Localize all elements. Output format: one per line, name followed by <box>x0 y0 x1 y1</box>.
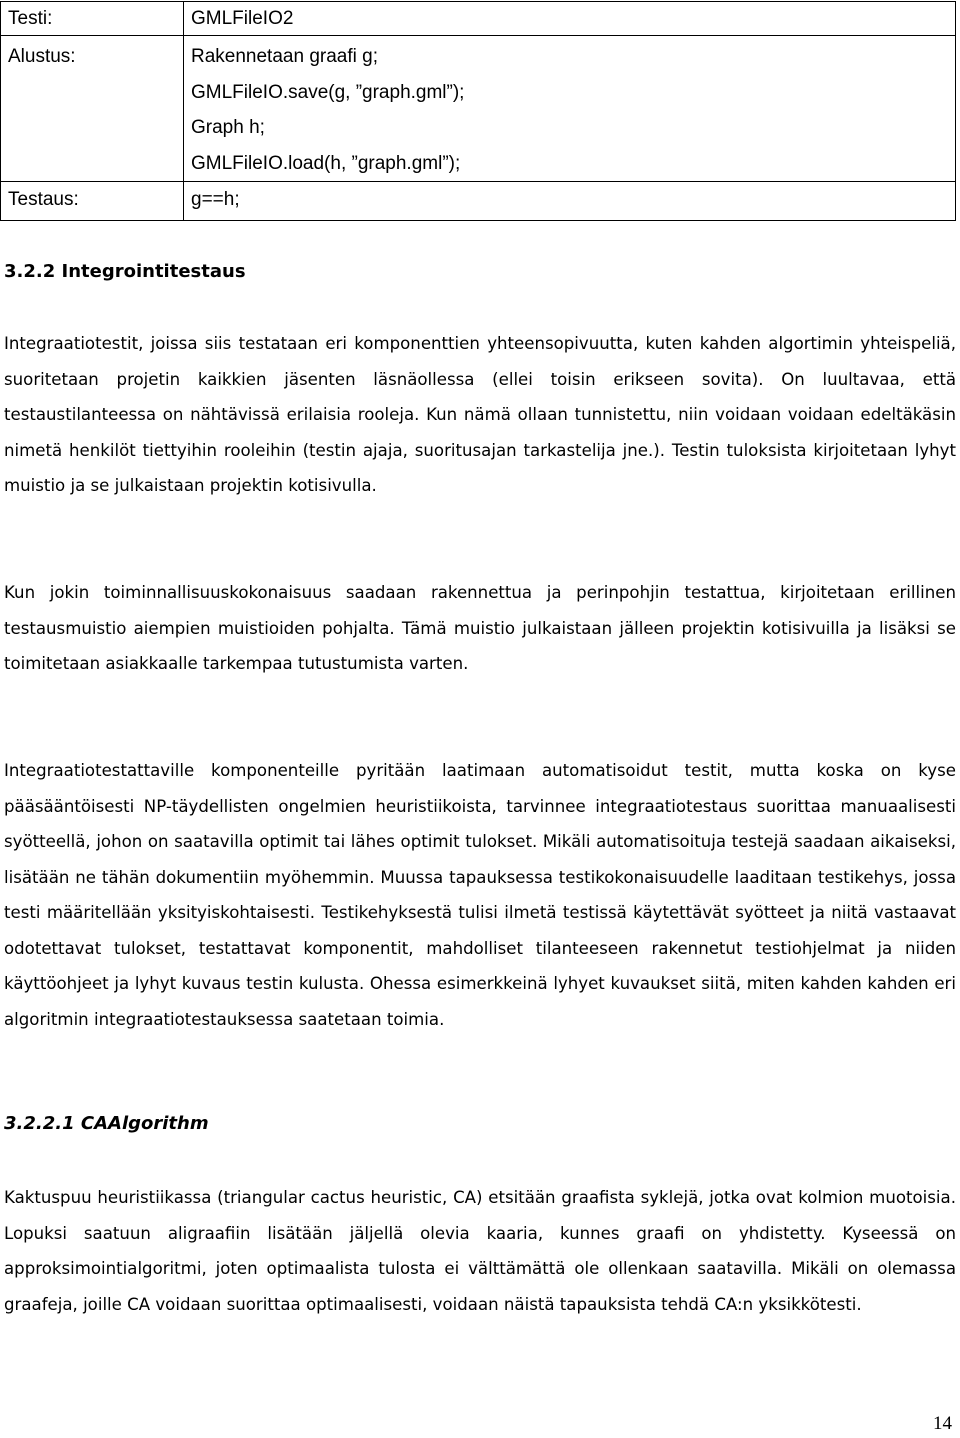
setup-line: Graph h; <box>191 117 265 138</box>
section-paragraph: Integraatiotestattaville komponenteille pyritään laatimaan automatisoidut testit, mutta koska on kyse pääsääntöisesti NP-täydellisten ongelmien heuristiikoista, tarvinnee integraatiotestaus suorittaa manuaalisesti syötteellä, johon on saatavilla optimit tai lähes optimit tulokset. Mikäli automatisoituja testejä saadaan aikaiseksi, lisätään ne tähän dokumentiin myöhemmin. Muussa tapauksessa testikokonaisuudelle laaditaan testikehys, jossa testi määritellään yksityiskohtaisesti. Testikehyksestä tulisi ilmetä testissä käytettävät syötteet ja niitä vastaavat odotettavat tulokset, testattavat komponentit, mahdolliset tilanteeseen rakennetut testiohjelmat ja niiden käyttöohjeet ja lyhyt kuvaus testin kulusta. Ohessa esimerkkeinä lyhyet kuvaukset siitä, miten kahden kahden eri algoritmin integraatiotestauksessa saatetaan toimia. <box>4 761 956 1029</box>
setup-line: GMLFileIO.load(h, ”graph.gml”); <box>191 152 461 174</box>
test-name-value: GMLFileIO2 <box>184 2 956 36</box>
test-setup-row <box>1 36 956 182</box>
section-heading: 3.2.2 Integrointitestaus <box>4 261 246 282</box>
test-check-row <box>1 182 956 221</box>
test-setup-label: Alustus: <box>1 36 184 182</box>
page-number: 14 <box>933 1413 952 1434</box>
section-paragraph: Integraatiotestit, joissa siis testataan eri komponenttien yhteensopivuutta, kuten kahden algortimin yhteispeliä, suoritetaan projetin kaikkien jäsenten läsnäollessa (ellei toisin erikseen sovita). On luultavaa, että testaustilanteessa on nähtävissä erilaisia rooleja. Kun nämä ollaan tunnistettu, niin voidaan voidaan edeltäkäsin nimetä henkilöt tiettyihin rooleihin (testin ajaja, suoritusajan tarkastelija jne.). Testin tuloksista kirjoitetaan lyhyt muistio ja se julkaistaan projektin kotisivulla. <box>4 334 956 495</box>
test-check-label: Testaus: <box>1 182 184 221</box>
section-paragraph: Kun jokin toiminnallisuuskokonaisuus saadaan rakennettua ja perinpohjin testattua, kirjoitetaan erillinen testausmuistio aiempien muistioiden pohjalta. Tämä muistio julkaistaan jälleen projektin kotisivuilla ja lisäksi se toimitetaan asiakkaalle tarkempaa tutustumista varten. <box>4 583 956 673</box>
subsection-heading: 3.2.2.1 CAAlgorithm <box>4 1113 209 1134</box>
subsection-paragraph: Kaktuspuu heuristiikassa (triangular cactus heuristic, CA) etsitään graafista syklejä, jotka ovat kolmion muotoisia. Lopuksi saatuun aligraafiin lisätään jäljellä olevia kaaria, kunnes graafi on yhdistetty. Kyseessä on approksimointialgoritmi, joten optimaalista tulosta ei välttämättä ole ollenkaan saatavilla. Mikäli on olemassa graafeja, joille CA voidaan suorittaa optimaalisesti, voidaan näistä tapauksista tehdä CA:n yksikkötesti. <box>4 1188 956 1314</box>
test-setup-value <box>184 36 956 182</box>
setup-line: GMLFileIO.save(g, ”graph.gml”); <box>191 81 465 103</box>
setup-line: Rakennetaan graafi g; <box>191 46 378 67</box>
test-case-table <box>0 1 956 221</box>
test-check-value: g==h; <box>184 182 956 221</box>
test-name-row <box>1 2 956 36</box>
test-name-label: Testi: <box>1 2 184 36</box>
